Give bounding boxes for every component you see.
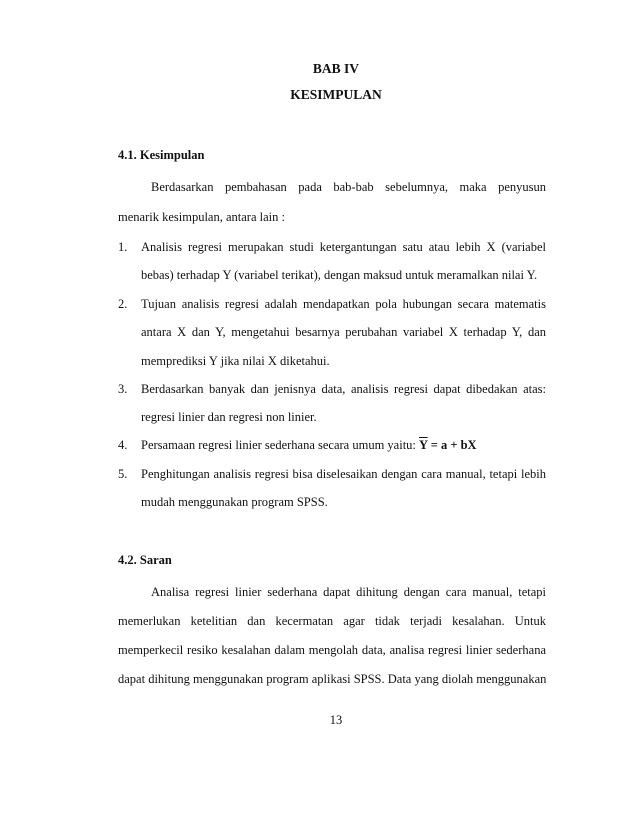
saran-paragraph-line: Analisa regresi linier sederhana dapat dihitung dengan cara manual, tetapi — [151, 585, 546, 599]
intro-paragraph-line: menarik kesimpulan, antara lain : — [118, 210, 285, 224]
list-item-line: regresi linier dan regresi non linier. — [141, 410, 317, 424]
formula-rest: = a + bX — [427, 438, 477, 452]
regression-formula — [419, 438, 477, 452]
chapter-title: KESIMPULAN — [290, 87, 382, 102]
list-item-line: bebas) terhadap Y (variabel terikat), dengan maksud untuk meramalkan nilai Y. — [141, 268, 538, 282]
saran-paragraph-line: memperkecil resiko kesalahan dalam mengolah data, analisa regresi linier sederhana — [118, 643, 546, 657]
section-heading-saran: 4.2. Saran — [118, 553, 172, 567]
saran-paragraph-line: dapat dihitung menggunakan program aplikasi SPSS. Data yang diolah menggunakan — [118, 672, 547, 686]
list-item-line: Tujuan analisis regresi adalah mendapatkan pola hubungan secara matematis — [141, 297, 546, 311]
list-item-line — [141, 438, 477, 453]
section-heading-kesimpulan: 4.1. Kesimpulan — [118, 148, 205, 162]
chapter-label: BAB IV — [312, 61, 360, 76]
list-item-number: 1. — [118, 240, 128, 254]
list-item-line: Analisis regresi merupakan studi ketergantungan satu atau lebih X (variabel — [141, 240, 546, 254]
list-item-number: 3. — [118, 382, 128, 396]
list-item-text: Persamaan regresi linier sederhana secara umum yaitu: — [141, 438, 416, 452]
list-item-line: mudah menggunakan program SPSS. — [141, 495, 328, 509]
intro-paragraph-line: Berdasarkan pembahasan pada bab-bab sebelumnya, maka penyusun — [151, 180, 546, 194]
list-item-number: 5. — [118, 467, 128, 481]
page-number: 13 — [329, 713, 343, 727]
list-item-line: Penghitungan analisis regresi bisa diselesaikan dengan cara manual, tetapi lebih — [141, 467, 546, 481]
list-item-line: memprediksi Y jika nilai X diketahui. — [141, 354, 330, 368]
list-item-line: antara X dan Y, mengetahui besarnya perubahan variabel X terhadap Y, dan — [141, 325, 546, 339]
formula-y-hat: $\overline{Y}$ — [419, 438, 428, 452]
list-item-line: Berdasarkan banyak dan jenisnya data, analisis regresi dapat dibedakan atas: — [141, 382, 546, 396]
saran-paragraph-line: memerlukan ketelitian dan kecermatan agar tidak terjadi kesalahan. Untuk — [118, 614, 546, 628]
list-item-number: 2. — [118, 297, 128, 311]
list-item-number: 4. — [118, 438, 128, 452]
